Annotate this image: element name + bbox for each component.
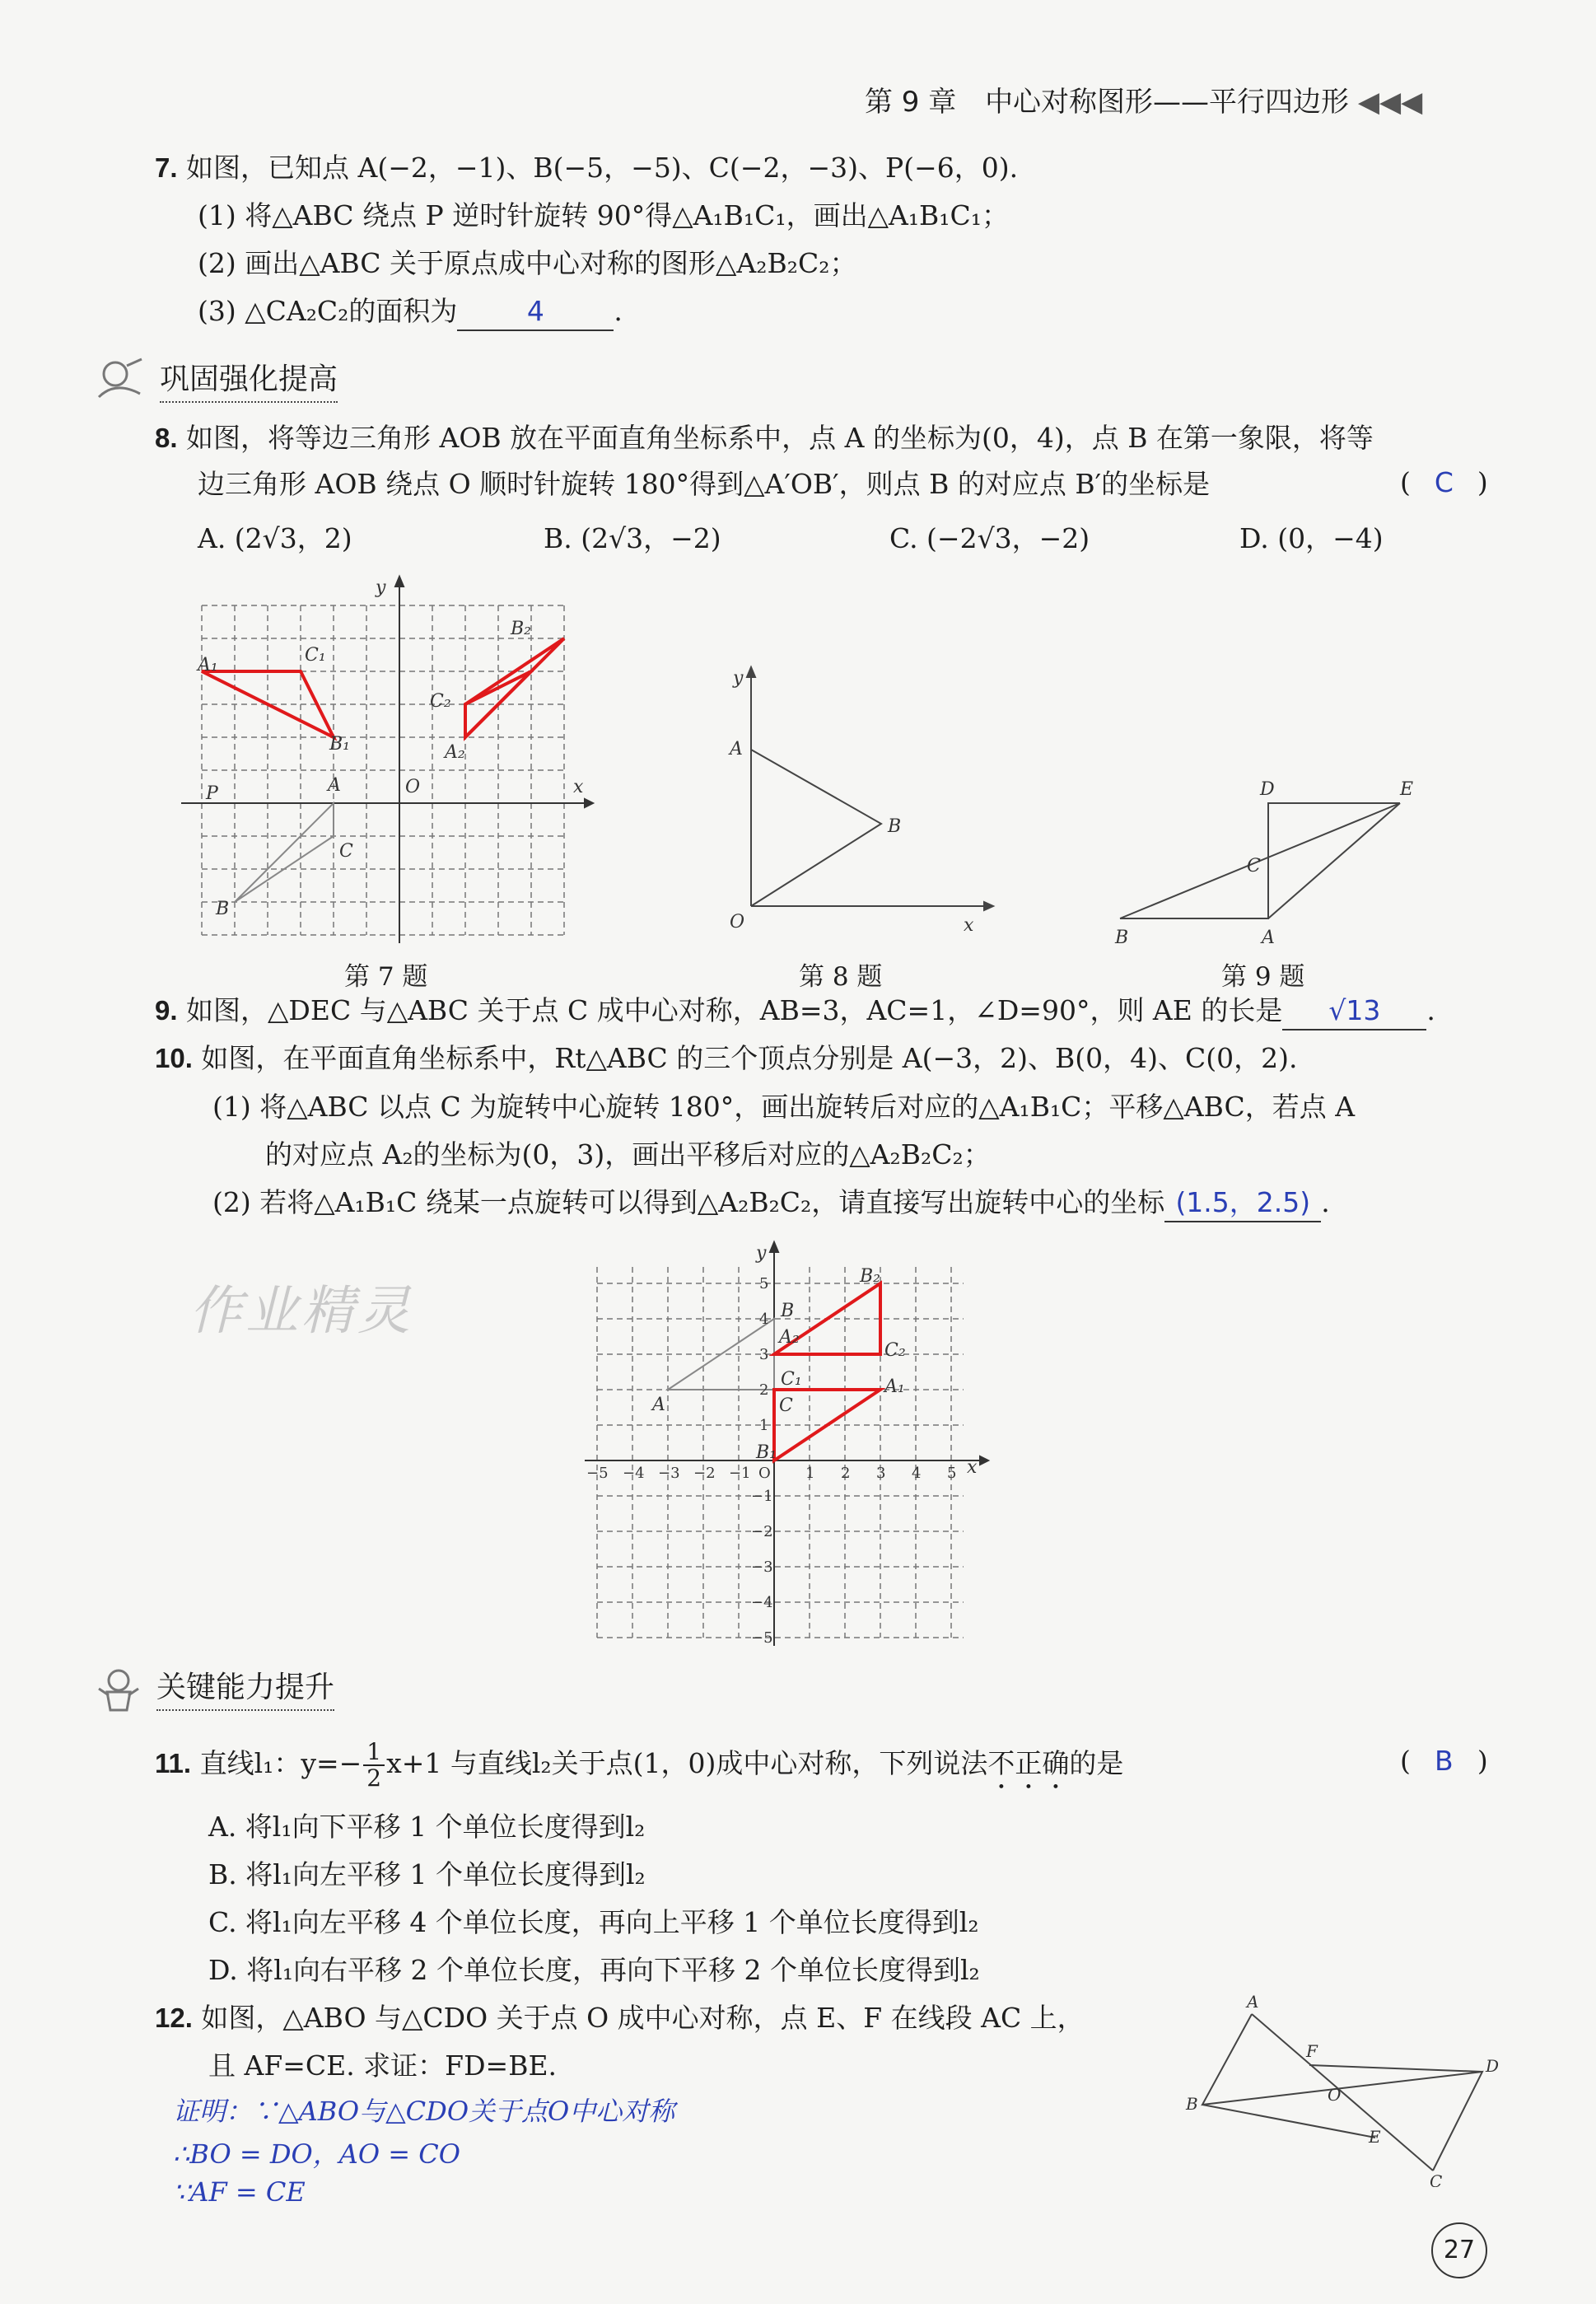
q11-option-c: C. 将l₁向左平移 4 个单位长度，再向上平移 1 个单位长度得到l₂ [208, 1906, 979, 1938]
q9-figure [1104, 774, 1433, 947]
q12-line2: 且 AF=CE. 求证：FD=BE. [208, 2049, 558, 2082]
label-a1: A₁ [198, 655, 218, 675]
header-arrows-icon: ◀◀◀ [1357, 86, 1423, 119]
label-o: O [730, 912, 745, 932]
label-a: A [730, 739, 743, 759]
tick-origin: O [758, 1465, 771, 1482]
proof-line-3: ∵AF = CE [173, 2176, 306, 2208]
label-a2: A₂ [779, 1327, 800, 1348]
tick-x-2: 2 [841, 1465, 851, 1482]
tick-y-4: 4 [759, 1311, 769, 1328]
chapter-number: 第 9 章 [865, 86, 957, 119]
label-c: C [1430, 2171, 1443, 2187]
label-b1: B₁ [756, 1442, 777, 1463]
q8-line2: 边三角形 AOB 绕点 O 顺时针旋转 180°得到△A′OB′，则点 B 的对应点 B′的坐标是 [198, 468, 1211, 500]
q7-part2: (2) 画出△ABC 关于原点成中心对称的图形△A₂B₂C₂； [198, 247, 857, 279]
label-c: C [779, 1395, 793, 1416]
tick-y-neg1: −1 [751, 1488, 773, 1505]
q8-answer-paren: ( C ) [1400, 466, 1488, 498]
label-b: B [781, 1301, 795, 1321]
label-d: D [1260, 779, 1275, 800]
label-y: y [733, 668, 744, 689]
q12-figure [1178, 1989, 1507, 2187]
label-o: O [405, 777, 421, 797]
q8-line1: 8. 如图，将等边三角形 AOB 放在平面直角坐标系中，点 A 的坐标为(0，4)，点 B 在第一象限，将等 [155, 422, 1374, 454]
label-c2: C₂ [884, 1340, 906, 1361]
label-y: y [376, 577, 386, 598]
section-mascot-icon-2 [91, 1664, 148, 1713]
proof-line-2: ∴BO = DO，AO = CO [173, 2138, 460, 2170]
q7-axes [181, 577, 593, 943]
q8-option-b: B. (2√3，−2) [544, 522, 721, 554]
q10-part1b: 的对应点 A₂的坐标为(0，3)，画出平移后对应的△A₂B₂C₂； [265, 1138, 991, 1171]
tick-x-3: 3 [876, 1465, 886, 1482]
label-a2: A₂ [445, 742, 465, 763]
label-a: A [652, 1395, 665, 1415]
tick-x-neg5: −5 [586, 1465, 609, 1482]
triangle-a2b2c2-outline [465, 638, 564, 737]
q7-part3: (3) △CA₂C₂的面积为 4 . [198, 293, 623, 331]
label-y: y [756, 1243, 767, 1264]
q11-option-b: B. 将l₁向左平移 1 个单位长度得到l₂ [208, 1858, 646, 1890]
q10-figure [576, 1234, 1013, 1654]
q8-option-a: A. (2√3，2) [198, 522, 352, 554]
label-c1: C₁ [305, 645, 326, 666]
label-c2: C₂ [430, 691, 451, 712]
watermark: 作业精灵 [189, 1281, 413, 1342]
q8-answer: C [1434, 466, 1454, 498]
label-b: B [1186, 2094, 1198, 2114]
q8-option-c: C. (−2√3，−2) [889, 522, 1090, 554]
label-b: B [216, 899, 230, 919]
label-b2: B₂ [860, 1266, 880, 1287]
caption-q8: 第 8 题 [799, 962, 883, 992]
q7-answer: 4 [457, 293, 614, 331]
q10-stem: 10. 如图，在平面直角坐标系中，Rt△ABC 的三个顶点分别是 A(−3，2)、B(0，4)、C(0，2). [155, 1042, 1298, 1074]
label-e: E [1400, 779, 1414, 800]
label-f: F [1306, 2041, 1318, 2061]
label-b: B [1115, 928, 1129, 947]
q7-part1: (1) 将△ABC 绕点 P 逆时针旋转 90°得△A₁B₁C₁，画出△A₁B₁C₁； [198, 199, 1010, 231]
label-b1: B₁ [329, 734, 350, 755]
label-d: D [1486, 2056, 1500, 2076]
tick-y-neg5: −5 [751, 1629, 773, 1647]
caption-q9: 第 9 题 [1221, 962, 1305, 992]
triangle-abc [235, 803, 334, 902]
q7-grid [202, 605, 564, 935]
triangle-aob [751, 750, 881, 906]
section-mascot-icon [91, 356, 156, 405]
q9-stem: 9. 如图，△DEC 与△ABC 关于点 C 成中心对称，AB=3，AC=1，∠D=90°，则 AE 的长是 √13 . [155, 993, 1435, 1030]
tick-x-neg3: −3 [658, 1465, 680, 1482]
q10-part2: (2) 若将△A₁B₁C 绕某一点旋转可以得到△A₂B₂C₂，请直接写出旋转中心的坐标 (1.5，2.5) . [212, 1185, 1330, 1222]
q11-option-d: D. 将l₁向右平移 2 个单位长度，再向下平移 2 个单位长度得到l₂ [208, 1954, 980, 1986]
q11-fraction: $\frac{1}{2}$ [363, 1740, 385, 1791]
q11-stem: 11. 直线l₁：y=− $\frac{1}{2}$ x+1 与直线l₂关于点(1，0)成中心对称，下列说法不正确的是 [155, 1738, 1124, 1792]
section-title-key-ability: 关键能力提升 [156, 1664, 334, 1711]
label-x: x [573, 777, 584, 797]
tick-y-3: 3 [759, 1346, 769, 1363]
label-o: O [1328, 2085, 1342, 2105]
tick-y-1: 1 [759, 1417, 769, 1434]
q8-option-d: D. (0，−4) [1239, 522, 1384, 554]
tick-x-neg4: −4 [623, 1465, 645, 1482]
label-a1: A₁ [884, 1376, 905, 1397]
tick-x-1: 1 [805, 1465, 815, 1482]
tick-y-neg3: −3 [751, 1559, 773, 1576]
tick-y-neg2: −2 [751, 1523, 773, 1540]
q7-figure [181, 568, 609, 947]
label-a: A [1247, 1992, 1259, 2012]
section-title-consolidate: 巩固强化提高 [160, 356, 338, 403]
q7-stem: 7. 如图，已知点 A(−2，−1)、B(−5，−5)、C(−2，−3)、P(−6，0). [155, 152, 1019, 184]
label-x: x [967, 1457, 978, 1478]
label-e: E [1369, 2127, 1381, 2147]
q12-line1: 12. 如图，△ABO 与△CDO 关于点 O 成中心对称，点 E、F 在线段 AC 上， [155, 2002, 1085, 2034]
tick-y-neg4: −4 [751, 1594, 773, 1611]
q10-answer: (1.5，2.5) [1164, 1185, 1321, 1222]
q11-option-a: A. 将l₁向下平移 1 个单位长度得到l₂ [208, 1811, 646, 1843]
label-x: x [964, 915, 974, 936]
label-b: B [888, 816, 902, 837]
q10-part1a: (1) 将△ABC 以点 C 为旋转中心旋转 180°，画出旋转后对应的△A₁B₁C；平移△ABC，若点 A [212, 1091, 1356, 1123]
label-b2: B₂ [511, 619, 531, 639]
label-c1: C₁ [781, 1369, 802, 1390]
label-a: A [328, 775, 341, 796]
q8-figure [692, 659, 996, 939]
chapter-header [865, 79, 1422, 119]
tick-x-5: 5 [947, 1465, 957, 1482]
tick-x-4: 4 [912, 1465, 922, 1482]
q11-answer: B [1435, 1745, 1454, 1777]
tick-y-5: 5 [759, 1275, 769, 1292]
label-c: C [1247, 856, 1261, 876]
page-number: 27 [1431, 2222, 1487, 2278]
tick-x-neg2: −2 [693, 1465, 716, 1482]
proof-line-1: 证明：∵△ABO与△CDO关于点O中心对称 [173, 2096, 675, 2127]
q10-grid [597, 1267, 964, 1638]
q9-answer: √13 [1282, 993, 1426, 1030]
label-c: C [339, 841, 353, 862]
tick-y-2: 2 [759, 1381, 769, 1399]
label-p: P [206, 783, 218, 804]
caption-q7: 第 7 题 [344, 962, 428, 992]
q11-answer-paren: ( B ) [1400, 1745, 1488, 1777]
tick-x-neg1: −1 [729, 1465, 751, 1482]
chapter-title: 中心对称图形——平行四边形 [985, 86, 1350, 119]
label-a: A [1262, 928, 1275, 947]
